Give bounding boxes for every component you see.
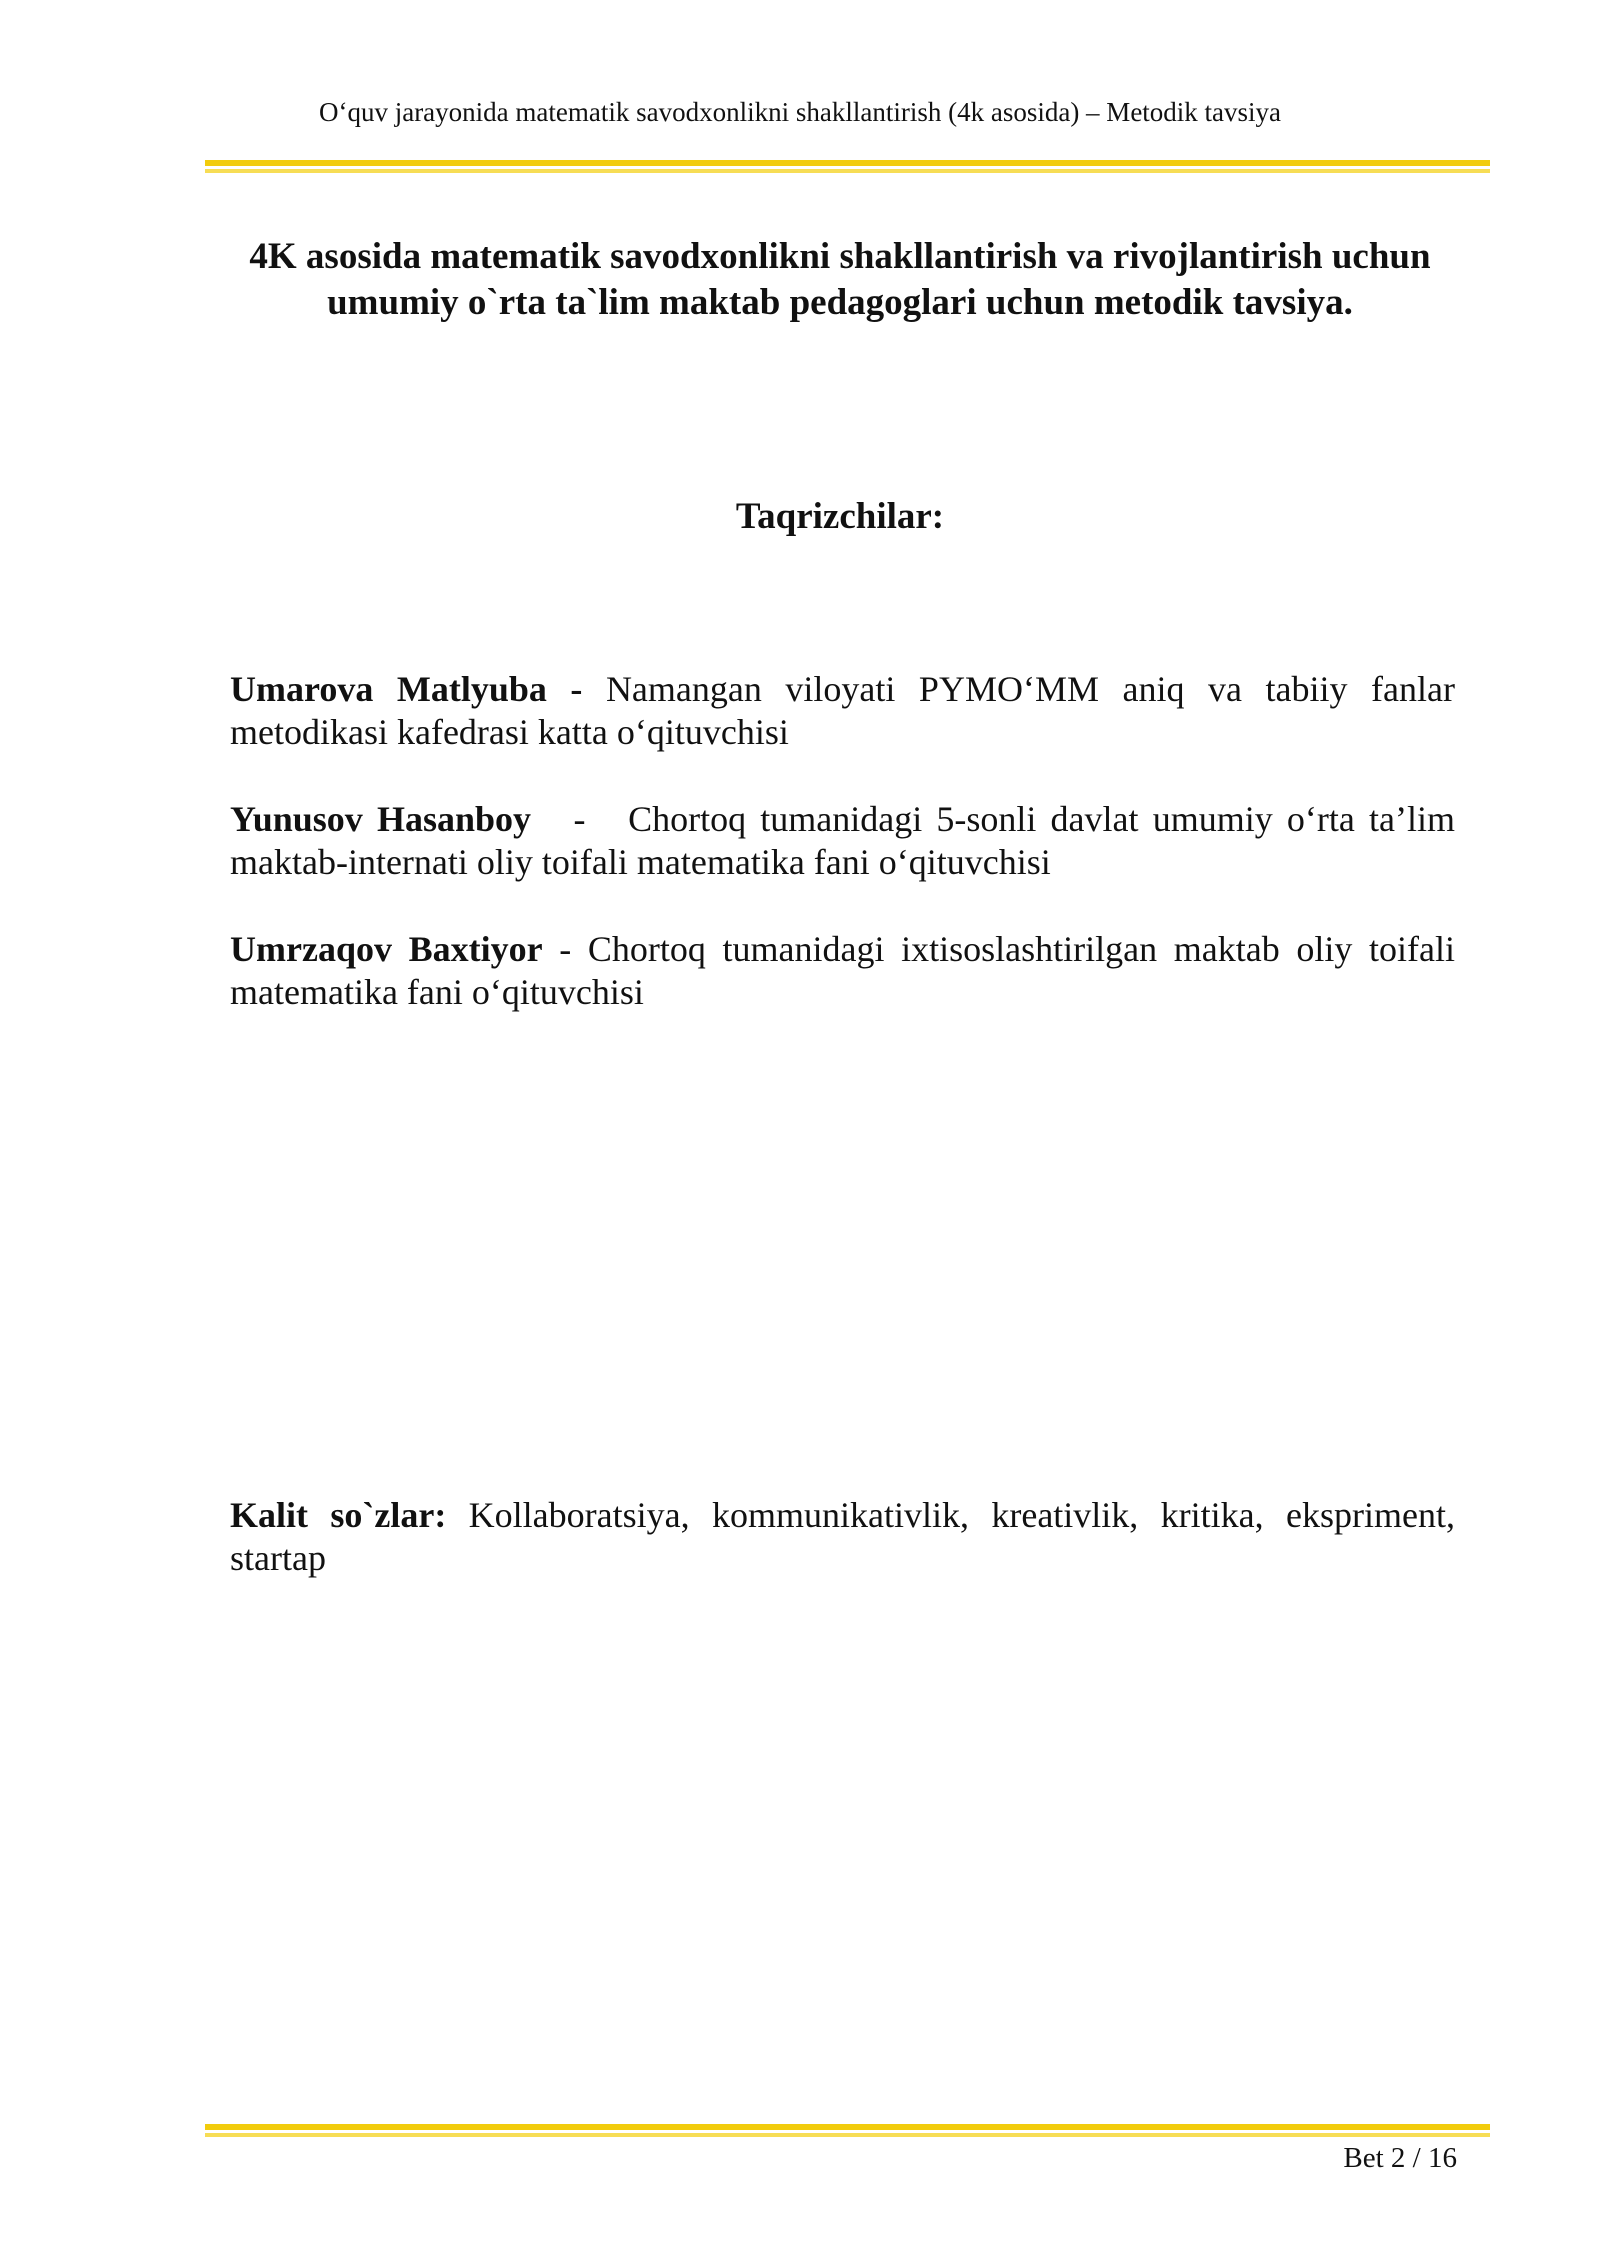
keywords-paragraph — [230, 1494, 1455, 1580]
reviewer-separator: - — [546, 669, 606, 709]
reviewer-name: Umarova Matlyuba — [230, 669, 547, 709]
reviewer-description: Chortoq tumanidagi ixtisoslashtirilgan maktab oliy toifali matematika fani o‘qituvchisi — [230, 929, 1455, 1012]
running-header: O‘quv jarayonida matematik savodxonlikni shakllantirish (4k asosida) – Metodik tavsiya — [318, 97, 1282, 127]
header-rule-thick — [205, 160, 1490, 166]
reviewer-entry — [230, 668, 1455, 754]
reviewer-name: Umrzaqov Baxtiyor — [230, 929, 543, 969]
reviewer-description: Namangan viloyati PYMO‘MM aniq va tabiiy fanlar metodikasi kafedrasi katta o‘qituvchisi — [230, 669, 1455, 752]
footer-rule-thick — [205, 2124, 1490, 2130]
reviewers-heading: Taqrizchilar: — [735, 496, 945, 537]
footer-rule — [205, 2124, 1490, 2138]
reviewer-separator: - — [531, 799, 629, 839]
footer-rule-thin — [205, 2133, 1490, 2137]
reviewer-description: Chortoq tumanidagi 5-sonli davlat umumiy o‘rta ta’lim maktab-internati oliy toifali matematika fani o‘qituvchisi — [230, 799, 1455, 882]
document-title-line-2: umumiy o`rta ta`lim maktab pedagoglari uchun metodik tavsiya. — [327, 282, 1353, 323]
keywords-text: Kollaboratsiya, kommunikativlik, kreativlik, kritika, ekspriment, startap — [230, 1495, 1455, 1578]
reviewer-separator: - — [542, 929, 588, 969]
document-title — [200, 234, 1480, 326]
page-number: Bet 2 / 16 — [1343, 2142, 1457, 2174]
header-rule — [205, 160, 1490, 174]
reviewer-entry — [230, 798, 1455, 884]
reviewer-entry — [230, 928, 1455, 1014]
reviewer-name: Yunusov Hasanboy — [230, 799, 531, 839]
document-title-line-1: 4K asosida matematik savodxonlikni shakllantirish va rivojlantirish uchun — [249, 236, 1431, 277]
header-rule-thin — [205, 169, 1490, 173]
keywords-label: Kalit so`zlar: — [230, 1495, 447, 1535]
